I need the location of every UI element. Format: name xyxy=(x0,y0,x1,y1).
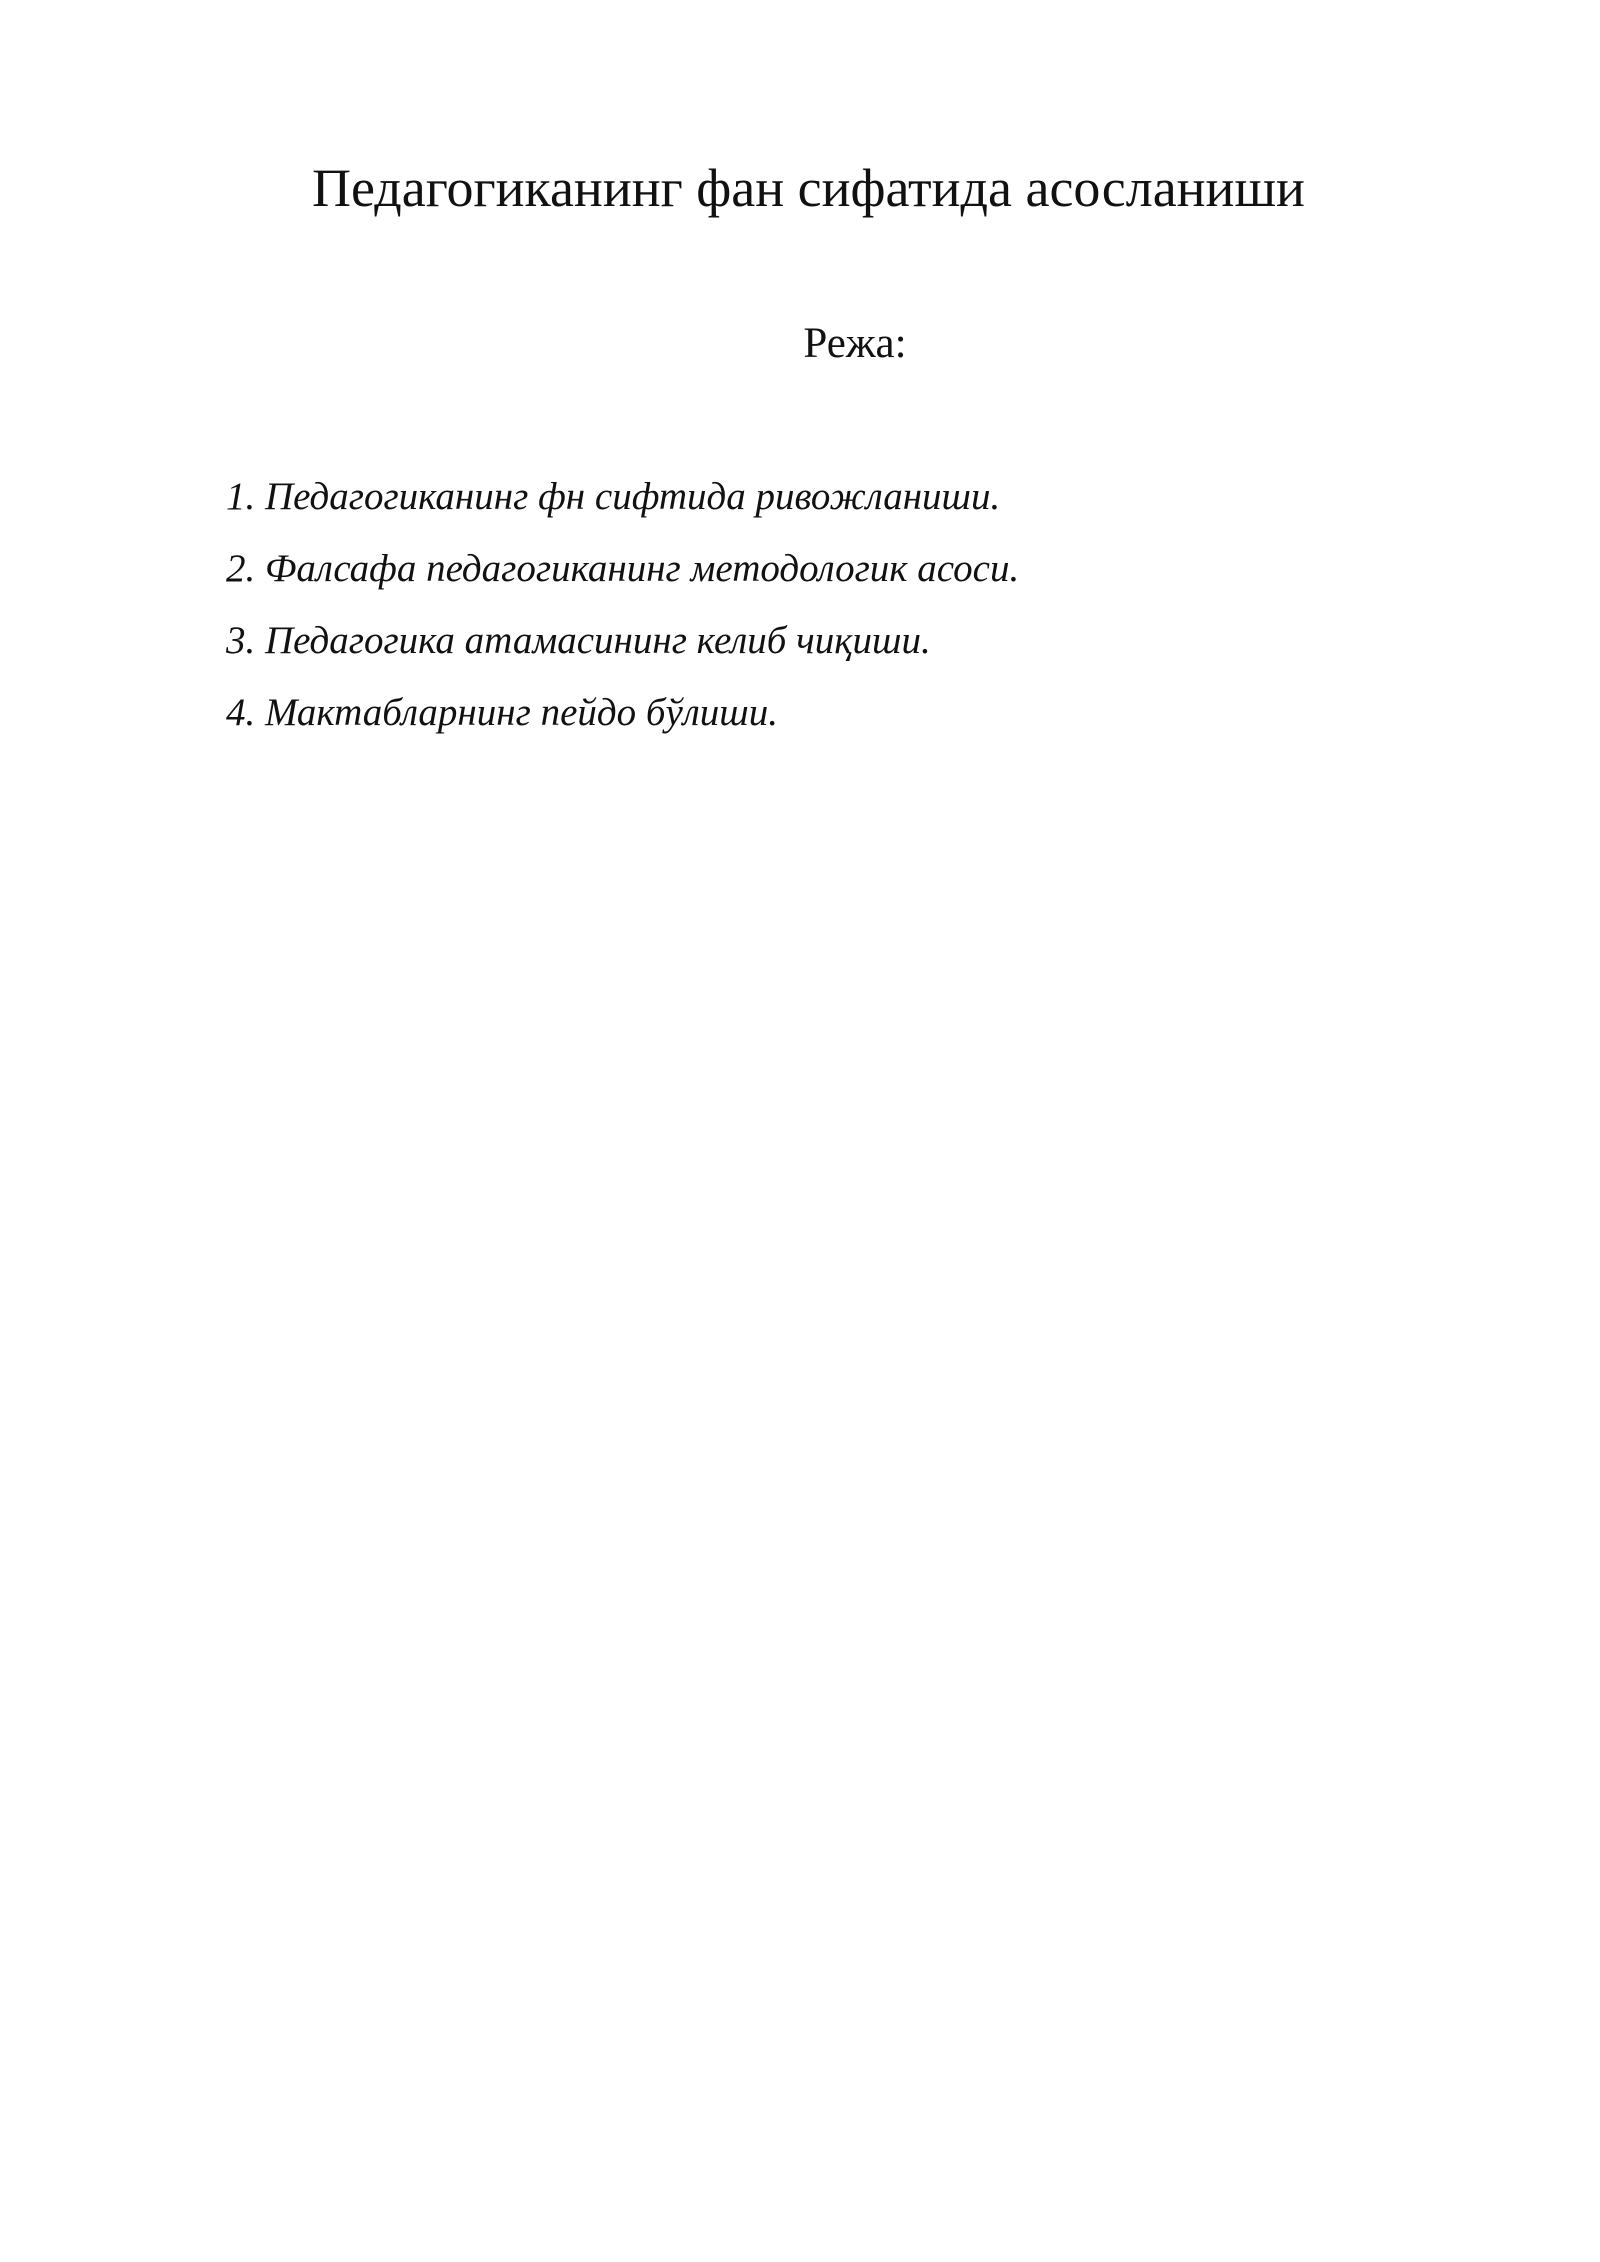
plan-heading: Режа: xyxy=(803,320,907,367)
plan-item-2: 2. Фалсафа педагогиканинг методологик асоси. xyxy=(226,547,1020,590)
plan-list xyxy=(226,474,1019,736)
page-title: Педагогиканинг фан сифатида асосланиши xyxy=(312,158,1305,218)
plan-item-3: 3. Педагогика атамасининг келиб чиқиши. xyxy=(226,619,931,662)
plan-item-1: 1. Педагогиканинг фн сифтида ривожланиши. xyxy=(226,475,1001,518)
plan-item-4: 4. Мактабларнинг пейдо бўлиши. xyxy=(226,691,778,734)
